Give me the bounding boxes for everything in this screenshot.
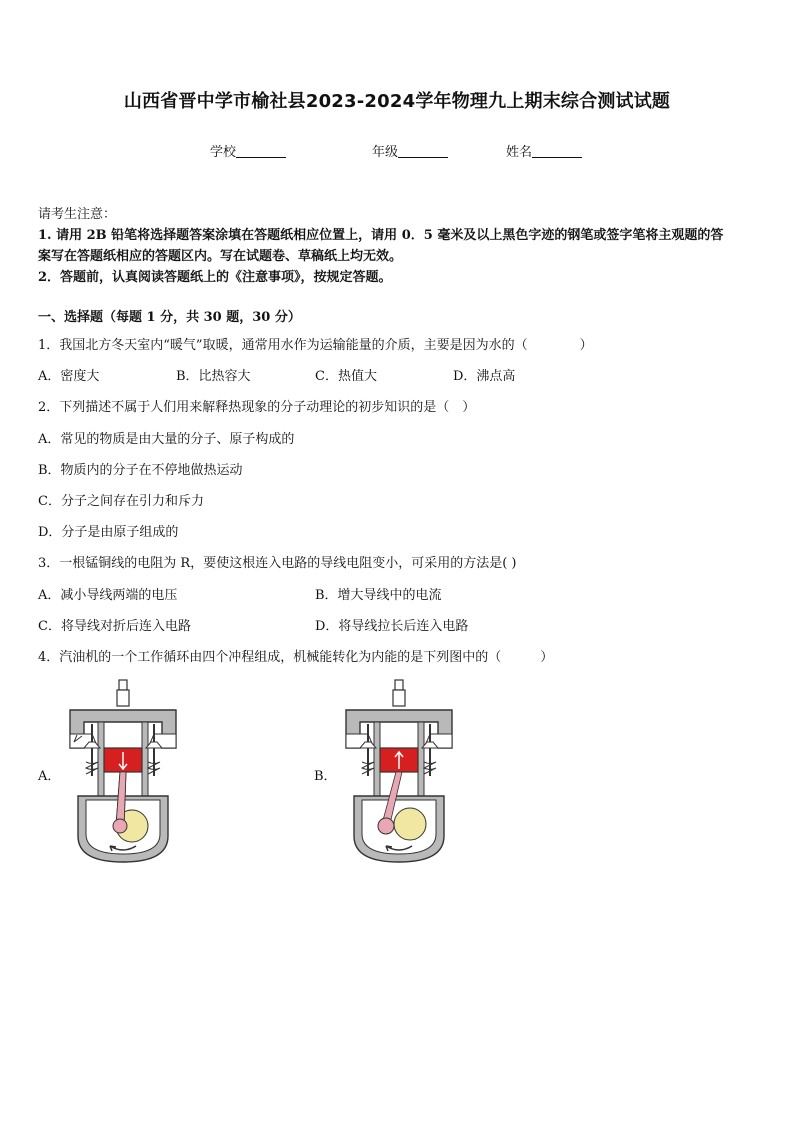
q2-stem: 2．下列描述不属于人们用来解释热现象的分子动理论的初步知识的是（ ） <box>38 400 476 415</box>
q1-option-c[interactable]: C．热值大 <box>315 369 377 384</box>
spark-plug <box>117 690 129 706</box>
q4-stem: 4．汽油机的一个工作循环由四个冲程组成，机械能转化为内能的是下列图中的（ ） <box>38 650 554 665</box>
school-label: 学校 <box>210 145 237 160</box>
engine-diagram-b <box>338 676 460 868</box>
q4-option-b[interactable]: B． <box>314 769 337 784</box>
grade-field <box>372 141 448 160</box>
q1-option-b[interactable]: B．比热容大 <box>176 369 251 384</box>
q2-option-b[interactable]: B．物质内的分子在不停地做热运动 <box>38 463 243 478</box>
name-blank[interactable] <box>532 145 582 158</box>
notice-item2: 2．答题前，认真阅读答题纸上的《注意事项》，按规定答题。 <box>38 270 392 285</box>
spark-plug-tip <box>119 680 127 690</box>
name-label: 姓名 <box>506 145 533 160</box>
q3-stem: 3．一根锰铜线的电阻为 R，要使这根连入电路的导线电阻变小，可采用的方法是( ) <box>38 556 517 571</box>
spark-plug <box>393 690 405 706</box>
school-field <box>210 141 286 160</box>
q3-option-a[interactable]: A．减小导线两端的电压 <box>38 588 178 603</box>
q2-option-d[interactable]: D．分子是由原子组成的 <box>38 525 179 540</box>
name-field <box>506 141 582 160</box>
q1-option-d[interactable]: D．沸点高 <box>453 369 516 384</box>
q1-stem: 1．我国北方冬天室内“暖气”取暖，通常用水作为运输能量的介质，主要是因为水的（ ） <box>38 338 593 353</box>
page-title: 山西省晋中学市榆社县2023-2024学年物理九上期末综合测试试题 <box>123 91 671 112</box>
notice-heading: 请考生注意： <box>38 207 117 222</box>
crankshaft <box>394 808 426 840</box>
spark-plug-tip <box>395 680 403 690</box>
notice-item1-line2: 案写在答题纸相应的答题区内。写在试题卷、草稿纸上均无效。 <box>38 249 403 264</box>
q3-option-d[interactable]: D．将导线拉长后连入电路 <box>315 619 469 634</box>
q1-option-a[interactable]: A．密度大 <box>38 369 100 384</box>
q4-option-a[interactable]: A． <box>38 769 61 784</box>
grade-label: 年级 <box>372 145 399 160</box>
q3-option-b[interactable]: B．增大导线中的电流 <box>315 588 442 603</box>
q3-option-c[interactable]: C．将导线对折后连入电路 <box>38 619 191 634</box>
school-blank[interactable] <box>236 145 286 158</box>
notice-item1-line1: 1. 请用 2B 铅笔将选择题答案涂填在答题纸相应位置上，请用 0．5 毫米及以上黑色字迹的钢笔或签字笔将主观题的答 <box>38 228 724 243</box>
grade-blank[interactable] <box>398 145 448 158</box>
section-heading: 一、选择题（每题 1 分，共 30 题，30 分） <box>38 310 301 325</box>
q2-option-a[interactable]: A．常见的物质是由大量的分子、原子构成的 <box>38 432 295 447</box>
q2-option-c[interactable]: C．分子之间存在引力和斥力 <box>38 494 204 509</box>
engine-diagram-a <box>62 676 184 868</box>
